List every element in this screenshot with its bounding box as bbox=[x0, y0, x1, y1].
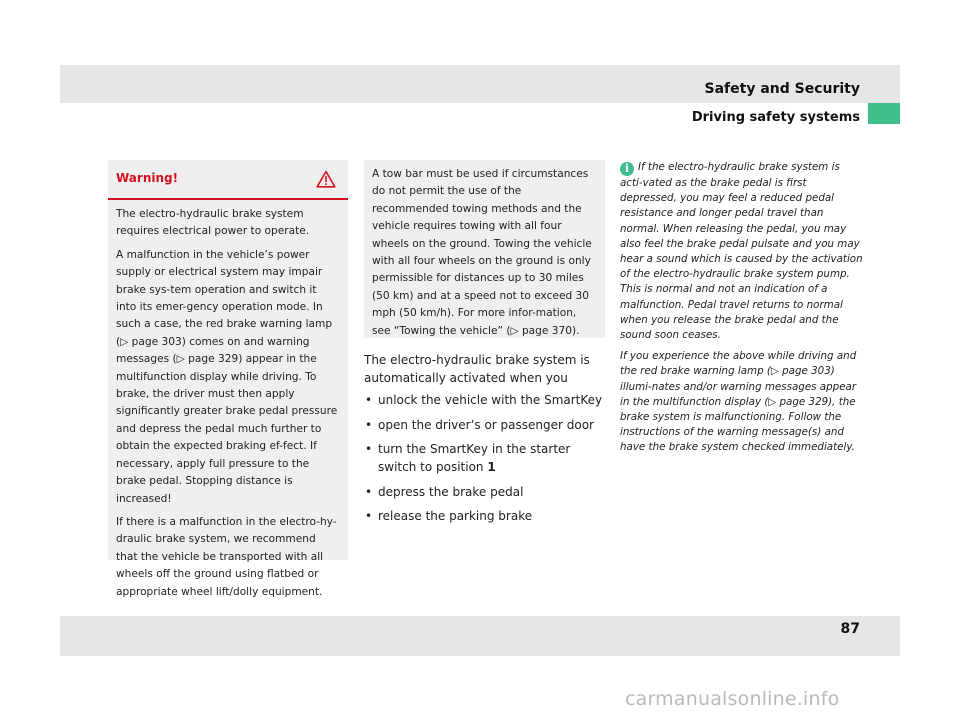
tow-note-box bbox=[364, 160, 605, 338]
list-item bbox=[364, 441, 609, 476]
page-number: 87 bbox=[840, 621, 860, 637]
position-value: 1 bbox=[487, 459, 496, 474]
list-item-text: turn the SmartKey in the starter switch to position bbox=[378, 442, 571, 474]
intro-paragraph: The electro-hydraulic brake system is automatically activated when you bbox=[364, 353, 590, 385]
warning-body bbox=[108, 200, 348, 601]
warning-paragraph: A malfunction in the vehicle’s power supply or electrical system may impair brake sys-tem operation and switch it into its emer-gency operation mode. In such a case, the red brake warning lamp (▷ page 303) comes on and warning messages (▷ page 329) appear in the multifunction display while driving. To brake, the driver must then apply significantly greater brake pedal pressure and depress the pedal much further to obtain the expected braking ef-fect. If necessary, apply full pressure to the brake pedal. Stopping distance is increased! bbox=[116, 248, 338, 505]
watermark: carmanualsonline.info bbox=[625, 688, 840, 710]
section-title: Safety and Security bbox=[704, 81, 860, 97]
list-item: • open the driver’s or passenger door bbox=[364, 417, 609, 435]
footer-band bbox=[60, 616, 900, 656]
info-paragraph bbox=[620, 160, 864, 343]
info-paragraph: If you experience the above while driving and the red brake warning lamp (▷ page 303) illumi-nates and/or warning messages appear in the multifunction display (▷ page 329), the brake system is malfunctioning. Follow the instructions of the warning message(s) and have the brake system checked immediately. bbox=[620, 350, 857, 454]
warning-paragraph: If there is a malfunction in the electro-hy-draulic brake system, we recommend that the vehicle be transported with all wheels off the ground using flatbed or appropriate wheel lift/dolly equipment. bbox=[116, 515, 337, 598]
warning-header bbox=[108, 160, 348, 200]
list-item: • depress the brake pedal bbox=[364, 484, 609, 502]
subsection-title: Driving safety systems bbox=[691, 110, 860, 125]
info-paragraph-text: If the electro-hydraulic brake system is acti-vated as the brake pedal is first depressed, you may feel a reduced pedal resistance and longer pedal travel than normal. When releasing the pedal, you may also feel the brake pedal pulsate and you may hear a sound which is caused by the activation of the electro-hydraulic brake system pump. This is normal and not an indication of a malfunction. Pedal travel returns to normal when you release the brake pedal and the sound soon ceases. bbox=[620, 161, 863, 342]
warning-triangle-icon bbox=[316, 170, 336, 188]
section-accent-tab bbox=[868, 103, 900, 124]
info-icon: i bbox=[620, 162, 634, 176]
list-item: • release the parking brake bbox=[364, 508, 609, 526]
warning-box bbox=[108, 160, 348, 598]
warning-paragraph: The electro-hydraulic brake system requires electrical power to operate. bbox=[116, 208, 310, 238]
info-note bbox=[620, 160, 864, 462]
activation-list bbox=[364, 392, 609, 526]
main-text bbox=[364, 352, 609, 533]
tow-note-text: A tow bar must be used if circumstances do not permit the use of the recommended towing methods and the vehicle requires towing with all four wheels on the ground. Towing the vehicle with all four wheels on the ground is only permissible for distances up to 30 miles (50 km) and at a speed not to exceed 30 mph (50 km/h). For more infor-mation, see “Towing the vehicle” (▷ page 370). bbox=[372, 168, 592, 337]
list-item: • unlock the vehicle with the SmartKey bbox=[364, 392, 609, 410]
warning-label: Warning! bbox=[116, 171, 179, 186]
